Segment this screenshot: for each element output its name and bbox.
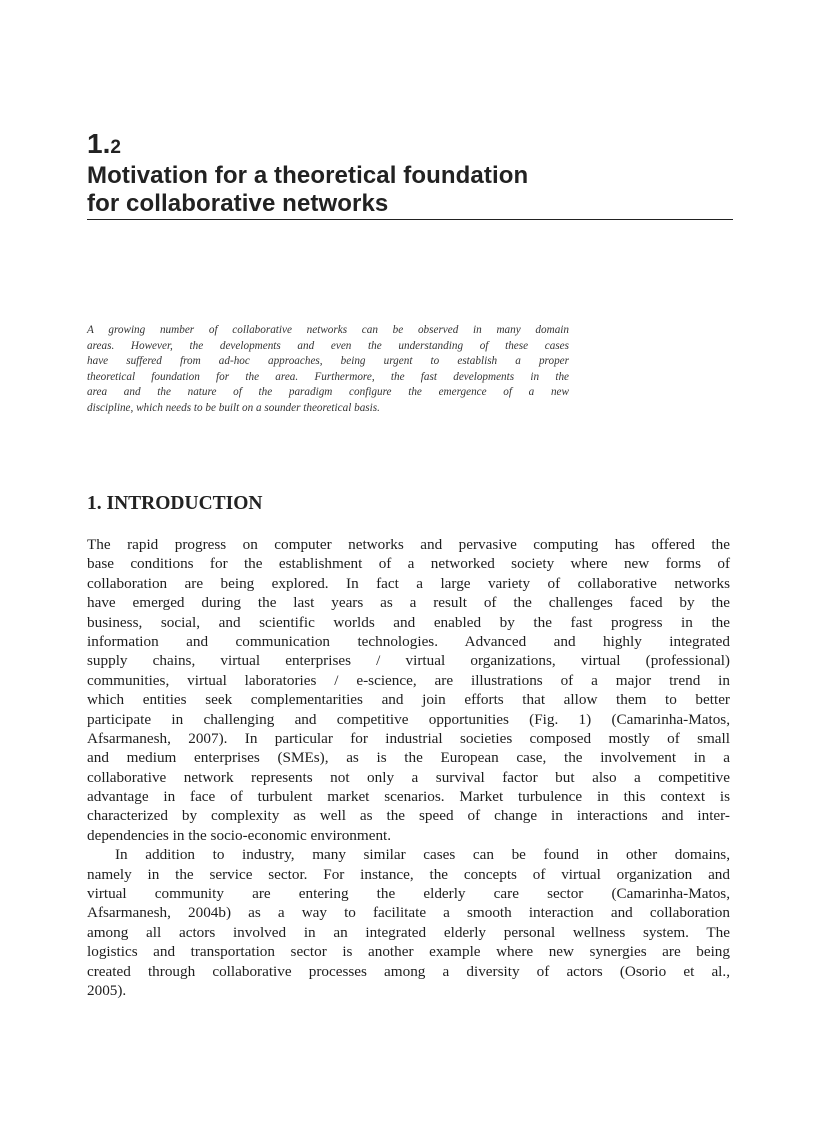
paragraph-1 xyxy=(87,535,730,845)
chapter-number-major: 1. xyxy=(87,128,111,159)
chapter-number xyxy=(87,126,733,162)
text-line: information and communication technologies. Advanced and highly integrated xyxy=(87,632,730,650)
chapter-abstract xyxy=(87,323,569,417)
text-line: advantage in face of turbulent market scenarios. Market turbulence in this context is xyxy=(87,788,730,806)
text-line: namely in the service sector. For instance, the concepts of virtual organization and xyxy=(87,865,730,883)
text-line: Afsarmanesh, 2007). In particular for industrial societies composed mostly of small xyxy=(87,729,730,747)
text-line: virtual community are entering the elderly care sector (Camarinha-Matos, xyxy=(87,885,730,903)
abstract-line: discipline, which needs to be built on a sounder theoretical basis. xyxy=(87,401,380,414)
abstract-line: area and the nature of the paradigm configure the emergence of a new xyxy=(87,386,569,399)
text-line: The rapid progress on computer networks and pervasive computing has offered the xyxy=(87,536,730,553)
text-line: dependencies in the socio-economic environment. xyxy=(87,826,392,844)
text-line: communities, virtual laboratories / e-science, are illustrations of a major trend in xyxy=(87,671,730,689)
text-line: supply chains, virtual enterprises / virtual organizations, virtual (professional) xyxy=(87,652,730,670)
text-line: and medium enterprises (SMEs), as is the European case, the involvement in a xyxy=(87,749,730,767)
text-line: business, social, and scientific worlds and enabled by the fast progress in the xyxy=(87,613,730,631)
text-line: logistics and transportation sector is another example where new synergies are being xyxy=(87,943,730,961)
abstract-line: theoretical foundation for the area. Furthermore, the fast developments in the xyxy=(87,370,569,383)
abstract-line: areas. However, the developments and even the understanding of these cases xyxy=(87,339,569,352)
paragraph-2 xyxy=(87,845,730,1000)
abstract-line: have suffered from ad-hoc approaches, being urgent to establish a proper xyxy=(87,355,569,368)
text-line: characterized by complexity as well as the speed of change in interactions and inter- xyxy=(87,807,730,825)
text-line: base conditions for the establishment of a networked society where new forms of xyxy=(87,555,730,573)
text-line: participate in challenging and competitive opportunities (Fig. 1) (Camarinha-Matos, xyxy=(87,710,730,728)
text-line: which entities seek complementarities and join efforts that allow them to better xyxy=(87,691,730,709)
text-line: collaborative network represents not only a survival factor but also a competitive xyxy=(87,768,730,786)
text-line: created through collaborative processes among a diversity of actors (Osorio et al., xyxy=(87,962,730,980)
text-line: Afsarmanesh, 2004b) as a way to facilitate a smooth interaction and collaboration xyxy=(87,904,730,922)
text-line: collaboration are being explored. In fact a large variety of collaborative networks xyxy=(87,574,730,592)
chapter-heading xyxy=(87,126,733,218)
chapter-title-line-2: for collaborative networks xyxy=(87,190,389,217)
text-line: among all actors involved in an integrated elderly personal wellness system. The xyxy=(87,923,730,941)
text-line: 2005). xyxy=(87,981,127,999)
section-heading: 1. INTRODUCTION xyxy=(87,493,263,514)
body-text xyxy=(87,535,730,1000)
abstract-line: A growing number of collaborative networks can be observed in many domain xyxy=(87,324,569,336)
text-line: have emerged during the last years as a result of the challenges faced by the xyxy=(87,594,730,612)
chapter-title-line-1: Motivation for a theoretical foundation xyxy=(87,162,529,189)
chapter-number-minor: 2 xyxy=(110,137,121,158)
heading-divider xyxy=(87,219,733,220)
text-line: In addition to industry, many similar cases can be found in other domains, xyxy=(115,846,730,864)
